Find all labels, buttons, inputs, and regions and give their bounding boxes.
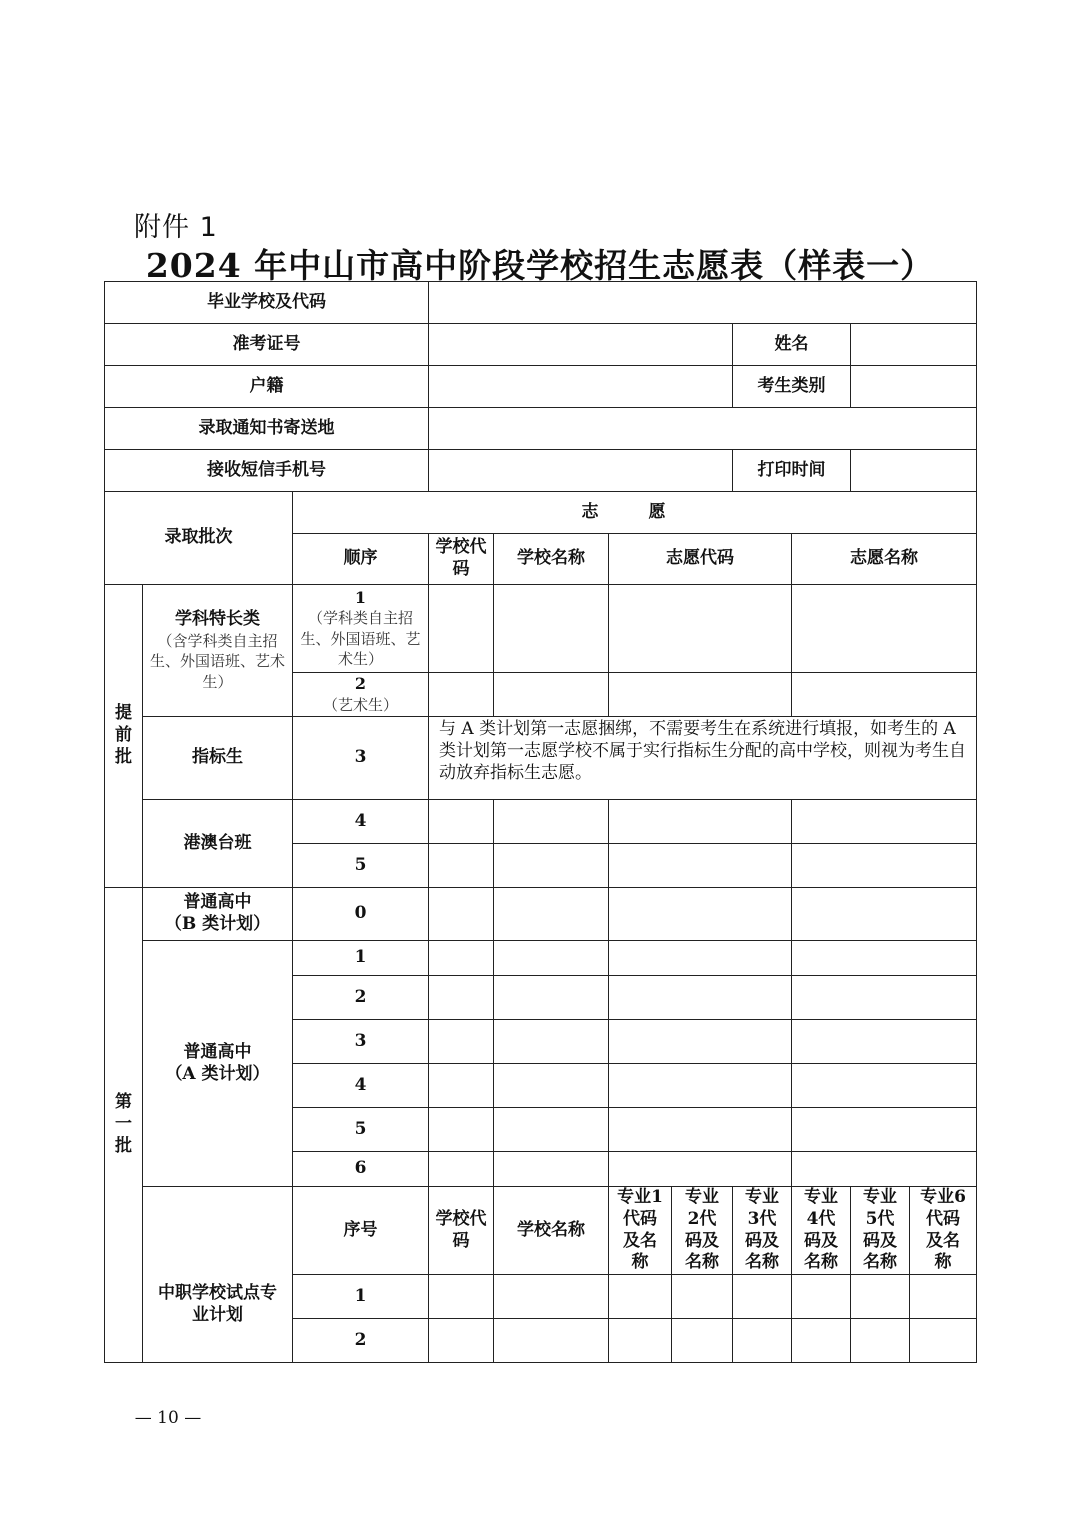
graduation-school-row bbox=[105, 282, 977, 324]
school-name-header: 学校名称 bbox=[494, 534, 609, 585]
wish-code-field[interactable] bbox=[609, 844, 792, 888]
wish-code-header: 志愿代码 bbox=[609, 534, 792, 585]
application-form-table bbox=[104, 281, 977, 1363]
major-field[interactable] bbox=[672, 1319, 733, 1363]
quota-title: 指标生 bbox=[143, 717, 293, 800]
mailing-row bbox=[105, 408, 977, 450]
plan-b-sub: （B 类计划） bbox=[164, 914, 271, 934]
hk-macau-tw-title: 港澳台班 bbox=[143, 800, 293, 888]
admission-ticket-field[interactable] bbox=[429, 324, 733, 366]
ticket-row bbox=[105, 324, 977, 366]
seq-header: 序号 bbox=[293, 1187, 429, 1275]
school-name-field[interactable] bbox=[494, 1152, 609, 1187]
quota-row bbox=[105, 717, 977, 800]
quota-order: 3 bbox=[293, 717, 429, 800]
school-code-field[interactable] bbox=[429, 673, 494, 717]
school-code-field[interactable] bbox=[429, 1275, 494, 1319]
wish-code-field[interactable] bbox=[609, 1108, 792, 1152]
major-1-header: 专业1代码及名称 bbox=[609, 1187, 672, 1275]
wish-name-field[interactable] bbox=[792, 844, 977, 888]
major-4-header: 专业4代码及名称 bbox=[792, 1187, 851, 1275]
page-number: — 10 — bbox=[134, 1408, 202, 1428]
school-name-field[interactable] bbox=[494, 941, 609, 976]
plan-a-order: 2 bbox=[293, 976, 429, 1020]
order-header: 顺序 bbox=[293, 534, 429, 585]
school-code-header: 学校代码 bbox=[429, 534, 494, 585]
major-5-header: 专业5代码及名称 bbox=[851, 1187, 910, 1275]
school-name-field[interactable] bbox=[494, 1319, 609, 1363]
hk-order-4: 4 bbox=[293, 800, 429, 844]
major-field[interactable] bbox=[609, 1319, 672, 1363]
order-number: 2 bbox=[354, 674, 367, 694]
wish-code-field[interactable] bbox=[609, 585, 792, 673]
quota-note: 与 A 类计划第一志愿捆绑，不需要考生在系统进行填报，如考生的 A 类计划第一志愿学校不属于实行指标生分配的高中学校，则视为考生自动放弃指标生志愿。 bbox=[429, 717, 977, 800]
plan-b-order: 0 bbox=[293, 888, 429, 941]
wish-name-header: 志愿名称 bbox=[792, 534, 977, 585]
plan-a-order: 1 bbox=[293, 941, 429, 976]
school-code-field[interactable] bbox=[429, 1064, 494, 1108]
wish-name-field[interactable] bbox=[792, 1108, 977, 1152]
subject-row-1 bbox=[105, 585, 977, 673]
subject-specialty-title: 学科特长类 bbox=[175, 609, 260, 630]
order-note: （学科类自主招生、外国语班、艺术生） bbox=[300, 609, 421, 668]
school-name-field[interactable] bbox=[494, 1108, 609, 1152]
wish-name-field[interactable] bbox=[792, 673, 977, 717]
school-code-field[interactable] bbox=[429, 800, 494, 844]
vocational-header-row bbox=[105, 1187, 977, 1275]
major-field[interactable] bbox=[851, 1275, 910, 1319]
major-field[interactable] bbox=[733, 1275, 792, 1319]
subject-specialty-cell bbox=[143, 585, 293, 717]
school-code-field[interactable] bbox=[429, 1020, 494, 1064]
graduation-school-label: 毕业学校及代码 bbox=[105, 282, 429, 324]
major-field[interactable] bbox=[792, 1319, 851, 1363]
plan-a-order: 6 bbox=[293, 1152, 429, 1187]
hk-order-5: 5 bbox=[293, 844, 429, 888]
school-code-field[interactable] bbox=[429, 844, 494, 888]
school-name-field[interactable] bbox=[494, 673, 609, 717]
wish-code-field[interactable] bbox=[609, 1020, 792, 1064]
major-field[interactable] bbox=[792, 1275, 851, 1319]
major-field[interactable] bbox=[609, 1275, 672, 1319]
plan-a-order: 4 bbox=[293, 1064, 429, 1108]
plan-a-title: 普通高中 bbox=[183, 1041, 252, 1062]
wish-name-field[interactable] bbox=[792, 585, 977, 673]
vocational-title: 中职学校试点专业计划 bbox=[143, 1187, 293, 1363]
school-code-field[interactable] bbox=[429, 1152, 494, 1187]
major-field[interactable] bbox=[733, 1319, 792, 1363]
print-time-label: 打印时间 bbox=[733, 450, 851, 492]
school-code-field[interactable] bbox=[429, 888, 494, 941]
phone-row bbox=[105, 450, 977, 492]
mailing-address-label: 录取通知书寄送地 bbox=[105, 408, 429, 450]
school-code-field[interactable] bbox=[429, 1319, 494, 1363]
vocational-order: 2 bbox=[293, 1319, 429, 1363]
school-code-field[interactable] bbox=[429, 941, 494, 976]
subject-order-1 bbox=[293, 585, 429, 673]
wish-code-field[interactable] bbox=[609, 673, 792, 717]
wish-name-field[interactable] bbox=[792, 1152, 977, 1187]
wish-header-row bbox=[105, 492, 977, 534]
school-name-field[interactable] bbox=[494, 1020, 609, 1064]
vocational-school-code-header: 学校代码 bbox=[429, 1187, 494, 1275]
vocational-school-name-header: 学校名称 bbox=[494, 1187, 609, 1275]
sms-phone-label: 接收短信手机号 bbox=[105, 450, 429, 492]
plan-a-cell bbox=[143, 941, 293, 1187]
batch-header: 录取批次 bbox=[105, 492, 293, 585]
school-code-field[interactable] bbox=[429, 1108, 494, 1152]
admission-ticket-label: 准考证号 bbox=[105, 324, 429, 366]
candidate-type-field[interactable] bbox=[851, 366, 977, 408]
wish-code-field[interactable] bbox=[609, 888, 792, 941]
attachment-label: 附件 1 bbox=[134, 212, 218, 243]
wish-code-field[interactable] bbox=[609, 976, 792, 1020]
wish-name-field[interactable] bbox=[792, 941, 977, 976]
major-6-header: 专业6代码及名称 bbox=[910, 1187, 977, 1275]
school-name-field[interactable] bbox=[494, 844, 609, 888]
major-field[interactable] bbox=[910, 1319, 977, 1363]
wish-name-field[interactable] bbox=[792, 800, 977, 844]
sms-phone-field[interactable] bbox=[429, 450, 733, 492]
vocational-order: 1 bbox=[293, 1275, 429, 1319]
wish-code-field[interactable] bbox=[609, 1064, 792, 1108]
plan-a-sub: （A 类计划） bbox=[165, 1063, 270, 1084]
subject-specialty-sub: （含学科类自主招生、外国语班、艺术生） bbox=[149, 632, 285, 691]
candidate-type-label: 考生类别 bbox=[733, 366, 851, 408]
plan-a-order: 3 bbox=[293, 1020, 429, 1064]
major-2-header: 专业2代码及名称 bbox=[672, 1187, 733, 1275]
household-label: 户籍 bbox=[105, 366, 429, 408]
name-label: 姓名 bbox=[733, 324, 851, 366]
school-name-field[interactable] bbox=[494, 976, 609, 1020]
print-time-field[interactable] bbox=[851, 450, 977, 492]
subject-order-2 bbox=[293, 673, 429, 717]
school-name-field[interactable] bbox=[494, 888, 609, 941]
wish-code-field[interactable] bbox=[609, 800, 792, 844]
school-code-field[interactable] bbox=[429, 976, 494, 1020]
school-name-field[interactable] bbox=[494, 585, 609, 673]
plan-a-row-1 bbox=[105, 941, 977, 976]
plan-b-row bbox=[105, 888, 977, 941]
household-row bbox=[105, 366, 977, 408]
order-note: （艺术生） bbox=[322, 695, 398, 714]
wish-header: 志 愿 bbox=[293, 492, 977, 534]
major-field[interactable] bbox=[851, 1319, 910, 1363]
form-title: 2024 年中山市高中阶段学校招生志愿表（样表一） bbox=[145, 246, 935, 285]
wish-name-field[interactable] bbox=[792, 1064, 977, 1108]
school-code-field[interactable] bbox=[429, 585, 494, 673]
plan-a-order: 5 bbox=[293, 1108, 429, 1152]
plan-b-title: 普通高中 bbox=[183, 892, 252, 913]
school-name-field[interactable] bbox=[494, 1064, 609, 1108]
major-3-header: 专业3代码及名称 bbox=[733, 1187, 792, 1275]
household-field[interactable] bbox=[429, 366, 733, 408]
graduation-school-field[interactable] bbox=[429, 282, 977, 324]
first-batch-label: 第一批 bbox=[105, 888, 143, 1363]
name-field[interactable] bbox=[851, 324, 977, 366]
school-name-field[interactable] bbox=[494, 800, 609, 844]
wish-name-field[interactable] bbox=[792, 976, 977, 1020]
plan-b-cell bbox=[143, 888, 293, 941]
wish-name-field[interactable] bbox=[792, 888, 977, 941]
early-batch-label: 提前批 bbox=[105, 585, 143, 888]
hk-row-1 bbox=[105, 800, 977, 844]
major-field[interactable] bbox=[672, 1275, 733, 1319]
order-number: 1 bbox=[354, 587, 367, 607]
school-name-field[interactable] bbox=[494, 1275, 609, 1319]
wish-name-field[interactable] bbox=[792, 1020, 977, 1064]
mailing-address-field[interactable] bbox=[429, 408, 977, 450]
wish-code-field[interactable] bbox=[609, 941, 792, 976]
wish-code-field[interactable] bbox=[609, 1152, 792, 1187]
major-field[interactable] bbox=[910, 1275, 977, 1319]
